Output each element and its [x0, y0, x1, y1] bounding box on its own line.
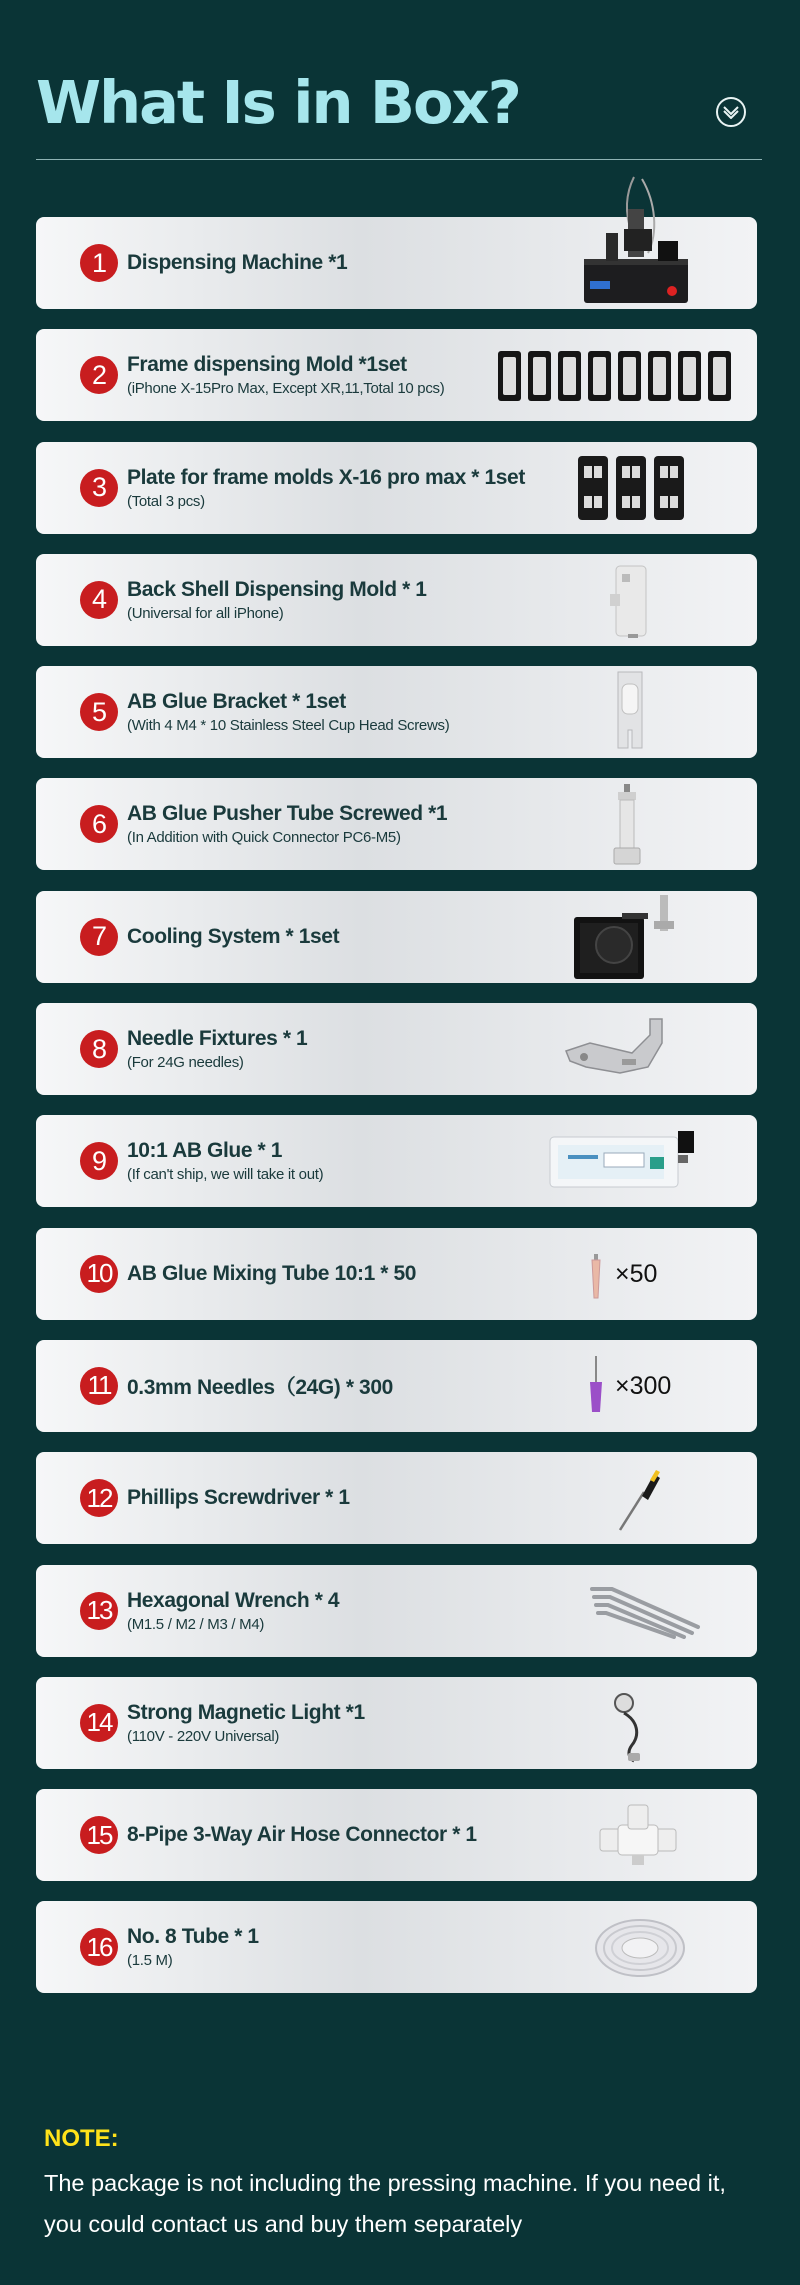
list-item [36, 778, 757, 870]
list-item [36, 442, 757, 534]
note-heading: NOTE: [44, 2125, 119, 2152]
list-item [36, 1340, 757, 1432]
item-number-badge: 3 [80, 469, 118, 507]
page-title: What Is in Box? [36, 68, 520, 137]
item-name: Hexagonal Wrench * 4 [127, 1588, 340, 1612]
item-number-badge: 6 [80, 805, 118, 843]
mold-plates-icon [576, 456, 686, 520]
item-name: No. 8 Tube * 1 [127, 1925, 259, 1949]
list-item [36, 217, 757, 309]
item-number-badge: 16 [80, 1928, 118, 1966]
glue-bracket-icon [608, 670, 652, 754]
item-name: 8-Pipe 3-Way Air Hose Connector * 1 [127, 1823, 477, 1847]
item-name: Frame dispensing Mold *1set [127, 353, 407, 377]
item-description: (1.5 M) [127, 1952, 173, 1970]
item-number-badge: 14 [80, 1704, 118, 1742]
list-item [36, 1003, 757, 1095]
pusher-tube-icon [608, 782, 648, 868]
list-item [36, 1565, 757, 1657]
magnetic-light-icon [604, 1691, 654, 1763]
air-hose-connector-icon [598, 1803, 678, 1869]
tube-coil-icon [592, 1915, 688, 1981]
item-name: Phillips Screwdriver * 1 [127, 1486, 350, 1510]
item-name: AB Glue Bracket * 1set [127, 690, 346, 714]
list-item [36, 891, 757, 983]
item-number-badge: 7 [80, 918, 118, 956]
title-divider [36, 159, 762, 160]
list-item [36, 1452, 757, 1544]
list-item [36, 1228, 757, 1320]
cooling-system-icon [572, 893, 684, 981]
item-name: Plate for frame molds X-16 pro max * 1set [127, 465, 525, 489]
list-item [36, 1677, 757, 1769]
box-contents-list [36, 217, 757, 2014]
list-item [36, 554, 757, 646]
item-name: Back Shell Dispensing Mold * 1 [127, 577, 427, 601]
screwdriver-icon [614, 1468, 664, 1534]
list-item [36, 329, 757, 421]
item-number-badge: 1 [80, 244, 118, 282]
mixing-tube-icon [586, 1254, 606, 1302]
item-name: Strong Magnetic Light *1 [127, 1700, 365, 1724]
item-number-badge: 11 [80, 1367, 118, 1405]
item-number-badge: 15 [80, 1816, 118, 1854]
list-item [36, 666, 757, 758]
item-name: AB Glue Pusher Tube Screwed *1 [127, 802, 448, 826]
quantity-label: ×300 [615, 1371, 672, 1400]
item-number-badge: 9 [80, 1142, 118, 1180]
frame-molds-icon [496, 351, 736, 401]
item-number-badge: 10 [80, 1255, 118, 1293]
item-number-badge: 2 [80, 356, 118, 394]
chevron-down-circle-icon[interactable] [716, 97, 746, 127]
needle-fixture-icon [562, 1017, 672, 1081]
item-description: (For 24G needles) [127, 1054, 244, 1072]
list-item [36, 1901, 757, 1993]
item-description: (If can't ship, we will take it out) [127, 1166, 324, 1184]
item-name: 10:1 AB Glue * 1 [127, 1139, 283, 1163]
hex-wrench-icon [588, 1583, 708, 1639]
item-name: Dispensing Machine *1 [127, 251, 348, 274]
item-description: (With 4 M4 * 10 Stainless Steel Cup Head Screws) [127, 717, 450, 735]
list-item [36, 1115, 757, 1207]
item-number-badge: 13 [80, 1592, 118, 1630]
dispensing-machine-icon [576, 173, 696, 307]
item-name: 0.3mm Needles（24G) * 300 [127, 1375, 393, 1399]
item-description: (Total 3 pcs) [127, 492, 205, 510]
needle-icon [586, 1356, 606, 1416]
list-item [36, 1789, 757, 1881]
ab-glue-cartridge-icon [548, 1131, 698, 1191]
item-number-badge: 8 [80, 1030, 118, 1068]
item-name: AB Glue Mixing Tube 10:1 * 50 [127, 1261, 417, 1285]
back-shell-mold-icon [604, 564, 654, 640]
item-description: (110V - 220V Universal) [127, 1727, 280, 1745]
item-name: Cooling System * 1set [127, 924, 340, 948]
item-number-badge: 4 [80, 581, 118, 619]
item-description: (iPhone X-15Pro Max, Except XR,11,Total 10 pcs) [127, 380, 445, 398]
item-description: (In Addition with Quick Connector PC6-M5) [127, 829, 401, 847]
note-text: The package is not including the pressing machine. If you need it, you could contact us and buy them separately [44, 2170, 726, 2237]
quantity-label: ×50 [615, 1259, 658, 1288]
item-name: Needle Fixtures * 1 [127, 1027, 308, 1051]
item-number-badge: 12 [80, 1479, 118, 1517]
item-number-badge: 5 [80, 693, 118, 731]
item-description: (Universal for all iPhone) [127, 604, 284, 622]
item-description: (M1.5 / M2 / M3 / M4) [127, 1615, 265, 1633]
